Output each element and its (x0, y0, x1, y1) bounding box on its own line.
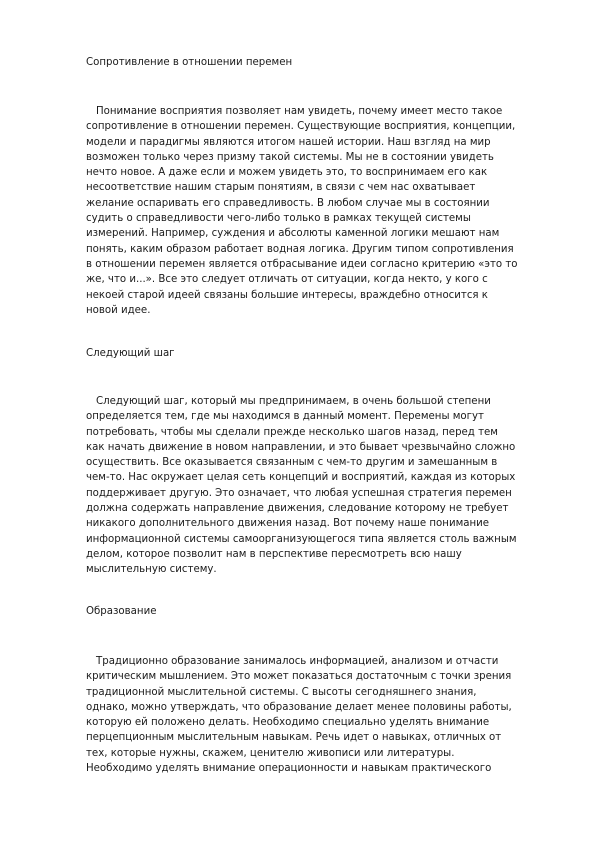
paragraph-line: которую ей положено делать. Необходимо специально уделять внимание (86, 717, 490, 729)
paragraph-line: Необходимо уделять внимание операционности и навыкам практического (86, 763, 492, 775)
paragraph-line: понять, каким образом работает водная логика. Другим типом сопротивления (86, 243, 514, 255)
paragraph-line: возможен только через призму такой системы. Мы не в состоянии увидеть (86, 151, 494, 163)
paragraph-line: традиционной мыслительной системы. С высоты сегодняшнего знания, (86, 686, 477, 698)
paragraph-line: поддерживает другую. Это означает, что любая успешная стратегия перемен (86, 487, 512, 499)
paragraph-line: нечто новое. А даже если и можем увидеть это, то воспринимаем его как (86, 167, 488, 179)
paragraph-line: определяется тем, где мы находимся в данный момент. Перемены могут (86, 411, 484, 423)
paragraph-next-step (86, 394, 526, 578)
section-heading-education: Образование (86, 606, 157, 617)
paragraph-line: потребовать, чтобы мы сделали прежде несколько шагов назад, перед тем (86, 426, 498, 438)
section-heading-resistance: Сопротивление в отношении перемен (86, 57, 293, 68)
paragraph-education (86, 654, 526, 776)
paragraph-line: Понимание восприятия позволяет нам увидеть, почему имеет место такое (96, 106, 503, 117)
paragraph-line: Традиционно образование занималось информацией, анализом и отчасти (96, 656, 499, 667)
paragraph-line: судить о справедливости чего-либо только в рамках текущей системы (86, 213, 471, 225)
paragraph-line: однако, можно утверждать, что образование делает менее половины работы, (86, 701, 512, 713)
paragraph-line: тех, которые нужны, скажем, ценителю живописи или литературы. (86, 747, 455, 759)
paragraph-line: никакого дополнительного движения назад. Вот почему наше понимание (86, 518, 490, 530)
paragraph-resistance (86, 104, 526, 318)
paragraph-line: перцепционным мыслительным навыкам. Речь идет о навыках, отличных от (86, 732, 502, 744)
paragraph-line: критическим мышлением. Это может показаться достаточным с точки зрения (86, 671, 512, 683)
paragraph-line: модели и парадигмы являются итогом нашей истории. Наш взгляд на мир (86, 136, 491, 148)
paragraph-line: информационной системы самоорганизующегося типа является столь важным (86, 533, 517, 545)
paragraph-line: мыслительную систему. (86, 564, 217, 576)
paragraph-line: некоей старой идеей связаны большие интересы, враждебно относится к (86, 289, 488, 301)
paragraph-line: осуществить. Все оказывается связанным с чем-то другим и замешанным в (86, 457, 498, 469)
paragraph-line: делом, которое позволит нам в перспективе пересмотреть всю нашу (86, 548, 462, 560)
paragraph-line: должна содержать направление движения, следование которому не требует (86, 503, 509, 515)
paragraph-line: как начать движение в новом направлении, и это бывает чрезвычайно сложно (86, 441, 516, 453)
paragraph-line: несоответствие нашим старым понятиям, в связи с чем нас охватывает (86, 182, 476, 194)
paragraph-line: новой идее. (86, 304, 151, 316)
paragraph-line: в отношении перемен является отбрасывание идеи согласно критерию «это то (86, 258, 518, 270)
paragraph-line: желание оспаривать его справедливость. В любом случае мы в состоянии (86, 197, 490, 209)
paragraph-line: чем-то. Нас окружает целая сеть концепций и восприятий, каждая из которых (86, 472, 516, 484)
paragraph-line: Следующий шаг, который мы предпринимаем, в очень большой степени (96, 396, 491, 407)
paragraph-line: же, что и...». Все это следует отличать от ситуации, когда некто, у кого с (86, 274, 488, 286)
paragraph-line: измерений. Например, суждения и абсолюты каменной логики мешают нам (86, 228, 500, 240)
section-heading-next-step: Следующий шаг (86, 348, 175, 359)
paragraph-line: сопротивление в отношении перемен. Существующие восприятия, концепции, (86, 121, 516, 133)
